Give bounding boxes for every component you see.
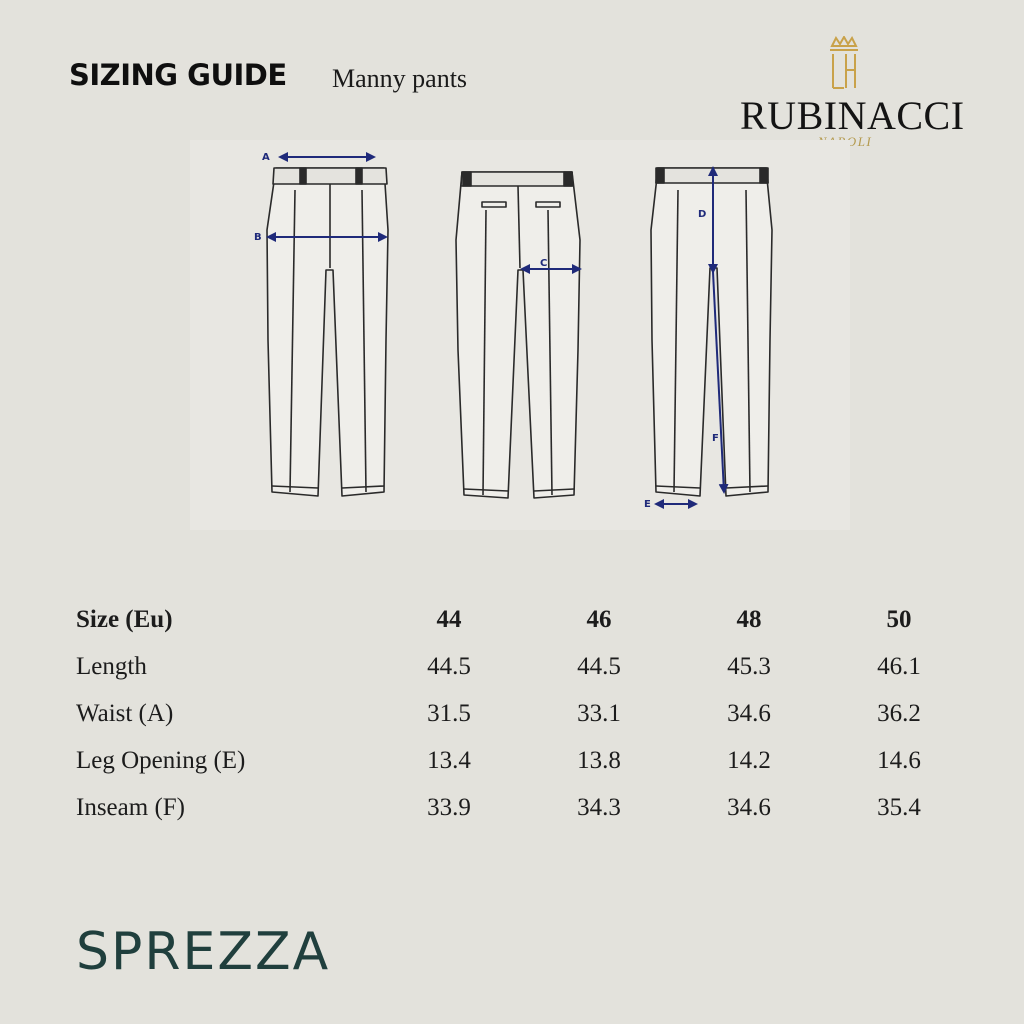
table-cell: 34.6 [727, 699, 771, 727]
rubinacci-logo [740, 36, 965, 156]
page-title: SIZING GUIDE [69, 58, 287, 92]
brand-city: NAPOLI [817, 134, 873, 149]
measure-label-c: C [540, 258, 548, 269]
row-label: Inseam (F) [76, 793, 185, 821]
pants-front-view [267, 168, 388, 496]
measure-label-b: B [254, 232, 262, 243]
pants-diagram [190, 140, 850, 530]
sprezza-logo: SPREZZA [76, 922, 331, 982]
table-cell: 33.1 [577, 699, 621, 727]
table-cell: 13.8 [577, 746, 621, 774]
measure-label-e: E [644, 499, 651, 510]
table-cell: 45.3 [727, 652, 771, 680]
row-label: Leg Opening (E) [76, 746, 246, 774]
table-cell: 14.2 [727, 746, 771, 774]
table-cell: 34.6 [727, 793, 771, 821]
table-cell: 34.3 [577, 793, 621, 821]
table-row-length [76, 643, 974, 690]
table-cell: 44.5 [427, 652, 471, 680]
size-header-label: Size (Eu) [76, 605, 173, 633]
product-name: Manny pants [332, 64, 468, 93]
measure-label-d: D [698, 209, 707, 220]
table-cell: 44.5 [577, 652, 621, 680]
table-row-waist [76, 690, 974, 737]
lh-crest-icon [824, 36, 864, 94]
table-cell: 31.5 [427, 699, 471, 727]
table-cell: 36.2 [877, 699, 921, 727]
size-column-50: 50 [886, 605, 912, 633]
table-cell: 33.9 [427, 793, 471, 821]
table-row-inseam [76, 784, 974, 831]
size-column-48: 48 [736, 605, 762, 633]
row-label: Waist (A) [76, 699, 174, 727]
table-header-row [76, 596, 974, 643]
table-cell: 46.1 [877, 652, 921, 680]
table-row-leg-opening [76, 737, 974, 784]
measure-label-a: A [262, 152, 270, 163]
size-column-46: 46 [586, 605, 612, 633]
size-column-44: 44 [436, 605, 462, 633]
measure-label-f: F [712, 433, 719, 444]
pants-side-view [651, 168, 772, 496]
table-cell: 13.4 [427, 746, 471, 774]
table-cell: 14.6 [877, 746, 921, 774]
table-cell: 35.4 [877, 793, 921, 821]
row-label: Length [76, 652, 147, 680]
size-table [76, 596, 974, 831]
brand-name: RUBINACCI [740, 93, 965, 138]
pants-back-view [456, 172, 580, 498]
